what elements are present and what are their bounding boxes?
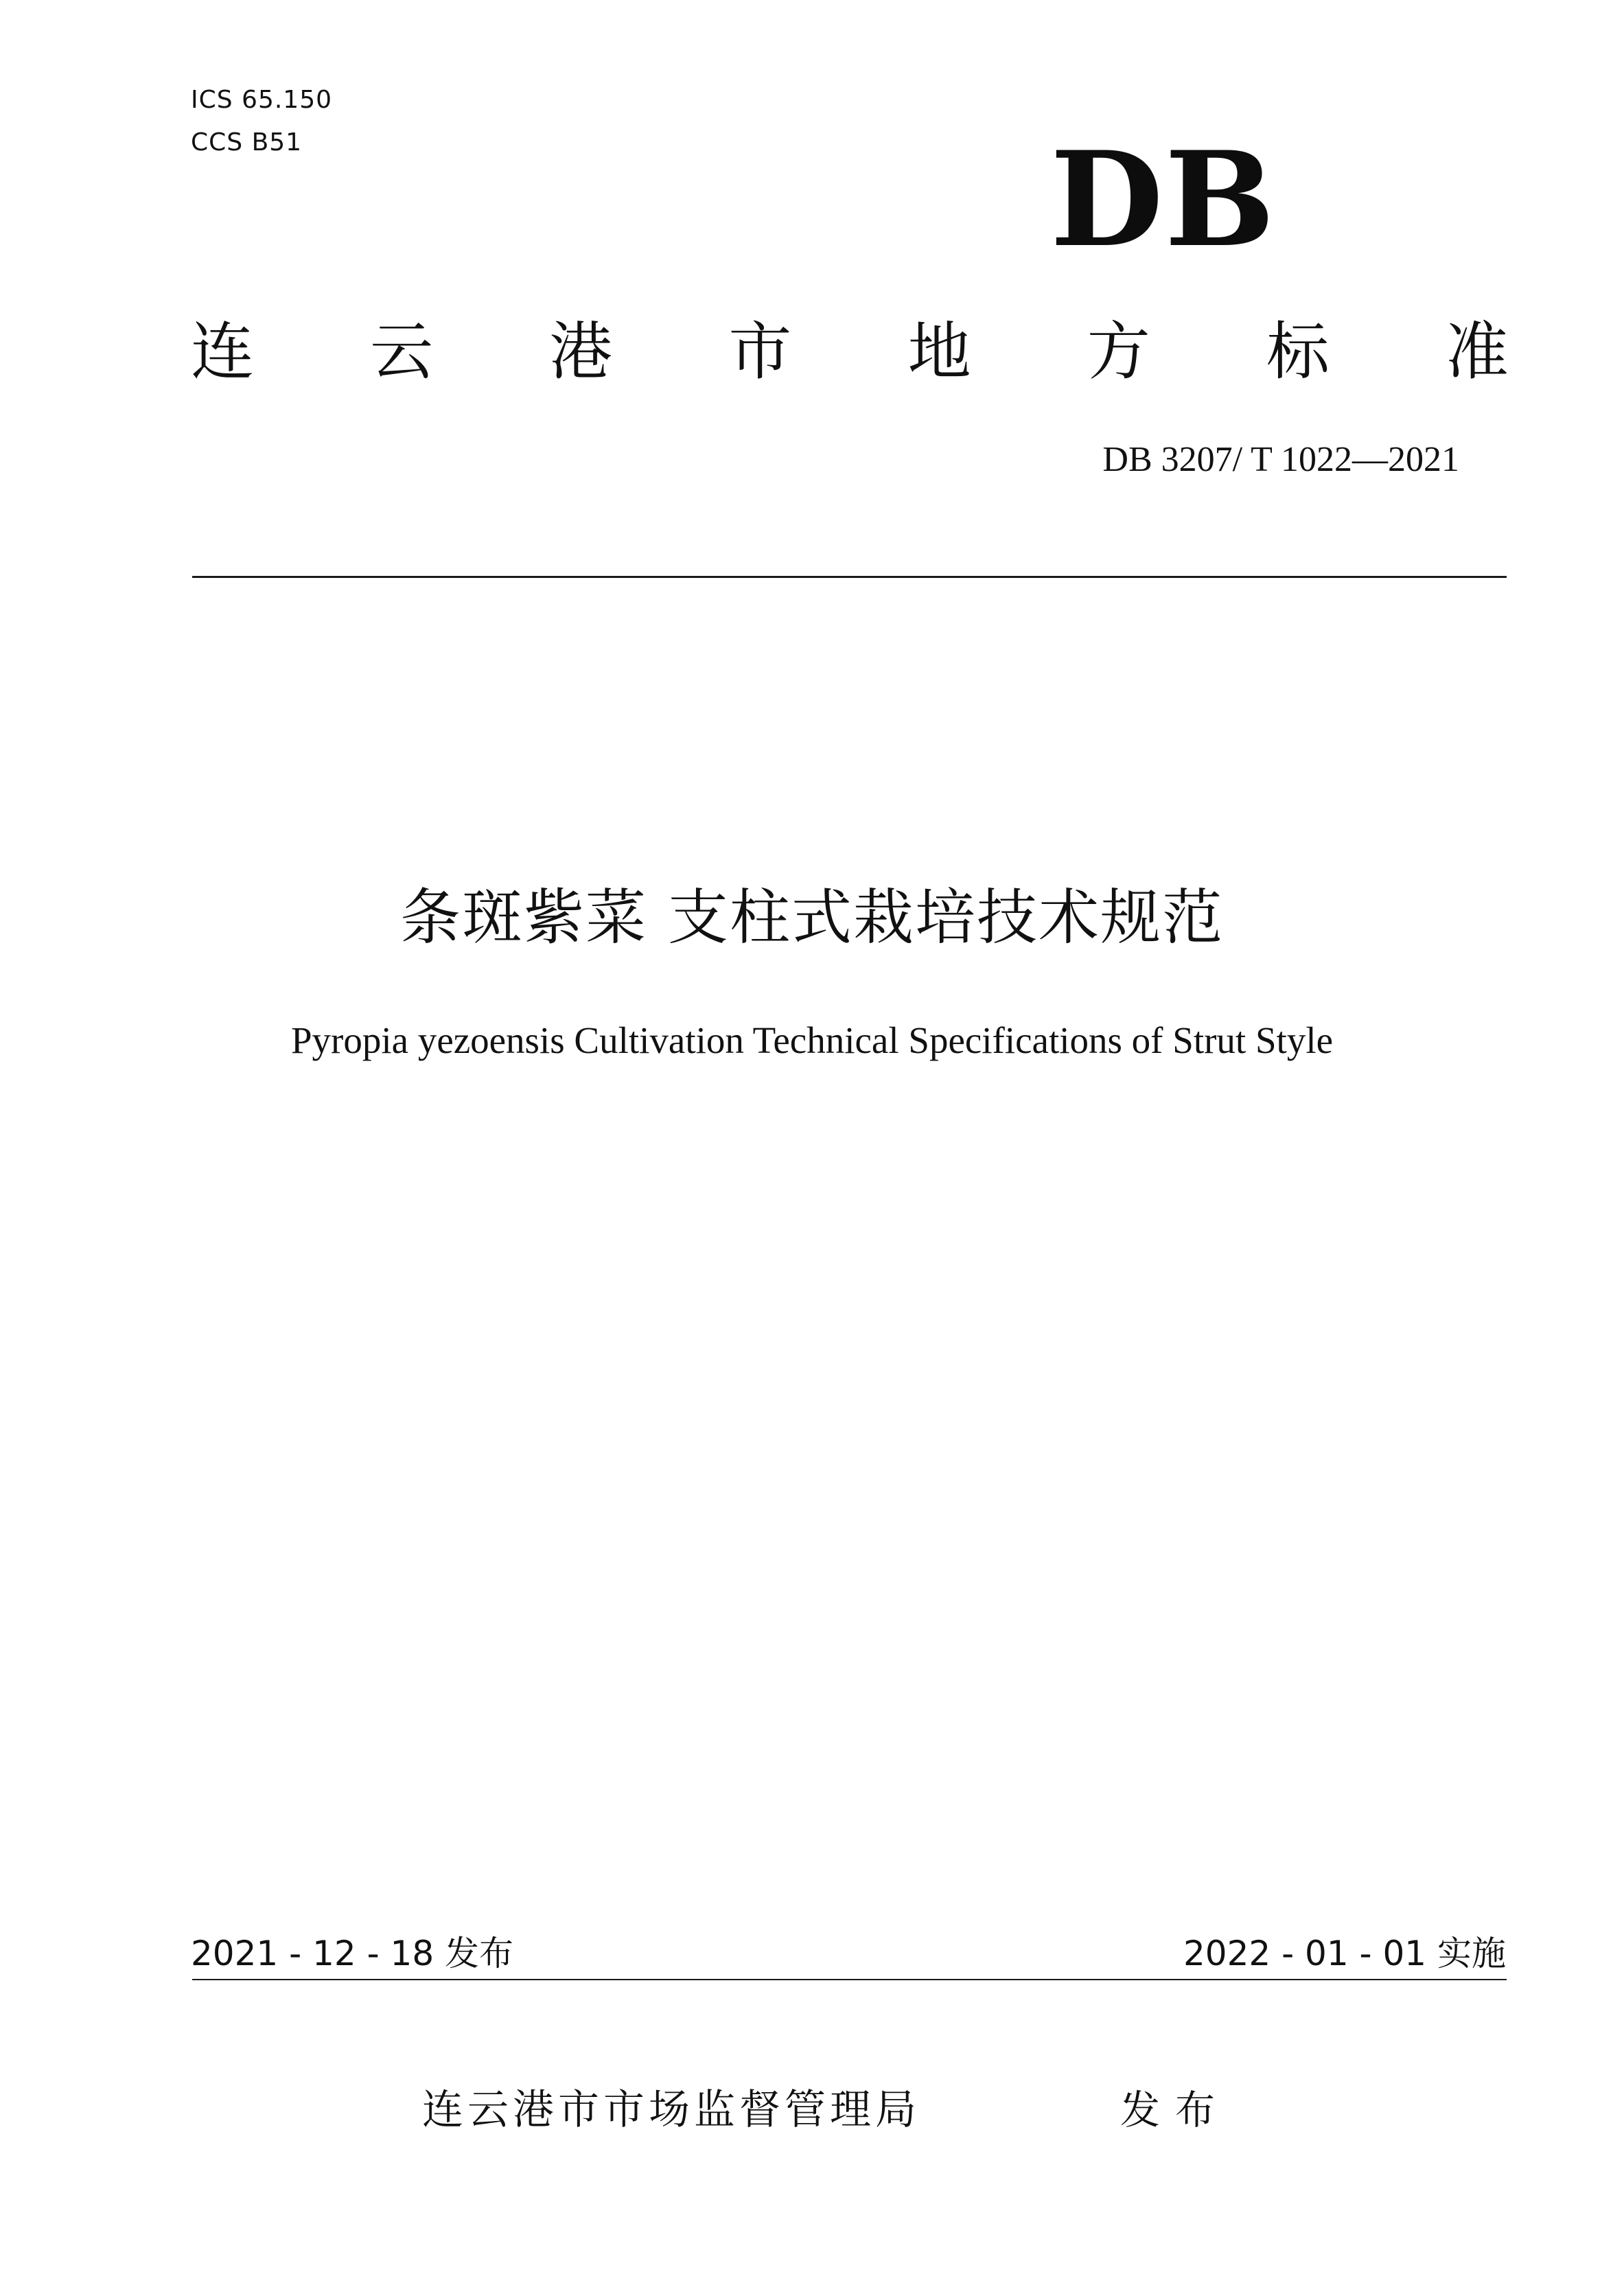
implementation-date: 2022 - 01 - 01 实施: [1183, 1934, 1506, 1973]
db-logo: DB: [1050, 123, 1277, 276]
document-title-chinese: 条斑紫菜 支柱式栽培技术规范: [400, 882, 1224, 953]
publish-label: 发布: [1120, 2087, 1231, 2133]
issue-date: 2021 - 12 - 18 发布: [191, 1934, 514, 1973]
standard-type-char: 港: [549, 315, 613, 389]
standard-type-char: 地: [907, 315, 971, 389]
standard-type-char: 云: [370, 315, 434, 389]
standard-type-char: 准: [1445, 315, 1509, 389]
standard-number: DB 3207/ T 1022—2021: [1102, 440, 1459, 479]
standard-type-title: [191, 314, 1509, 390]
document-title-english: Pyropia yezoensis Cultivation Technical Specifications of Strut Style: [290, 1019, 1334, 1061]
standard-type-char: 方: [1087, 315, 1150, 389]
standard-type-char: 标: [1266, 315, 1330, 389]
ics-code: ICS 65.150: [191, 86, 333, 114]
ccs-code: CCS B51: [191, 128, 303, 156]
footer-divider: [192, 1979, 1507, 1980]
publisher-name: 连云港市市场监督管理局: [422, 2086, 920, 2134]
standard-type-char: 连: [191, 315, 255, 389]
standard-type-char: 市: [728, 315, 792, 389]
header-divider: [192, 576, 1507, 578]
